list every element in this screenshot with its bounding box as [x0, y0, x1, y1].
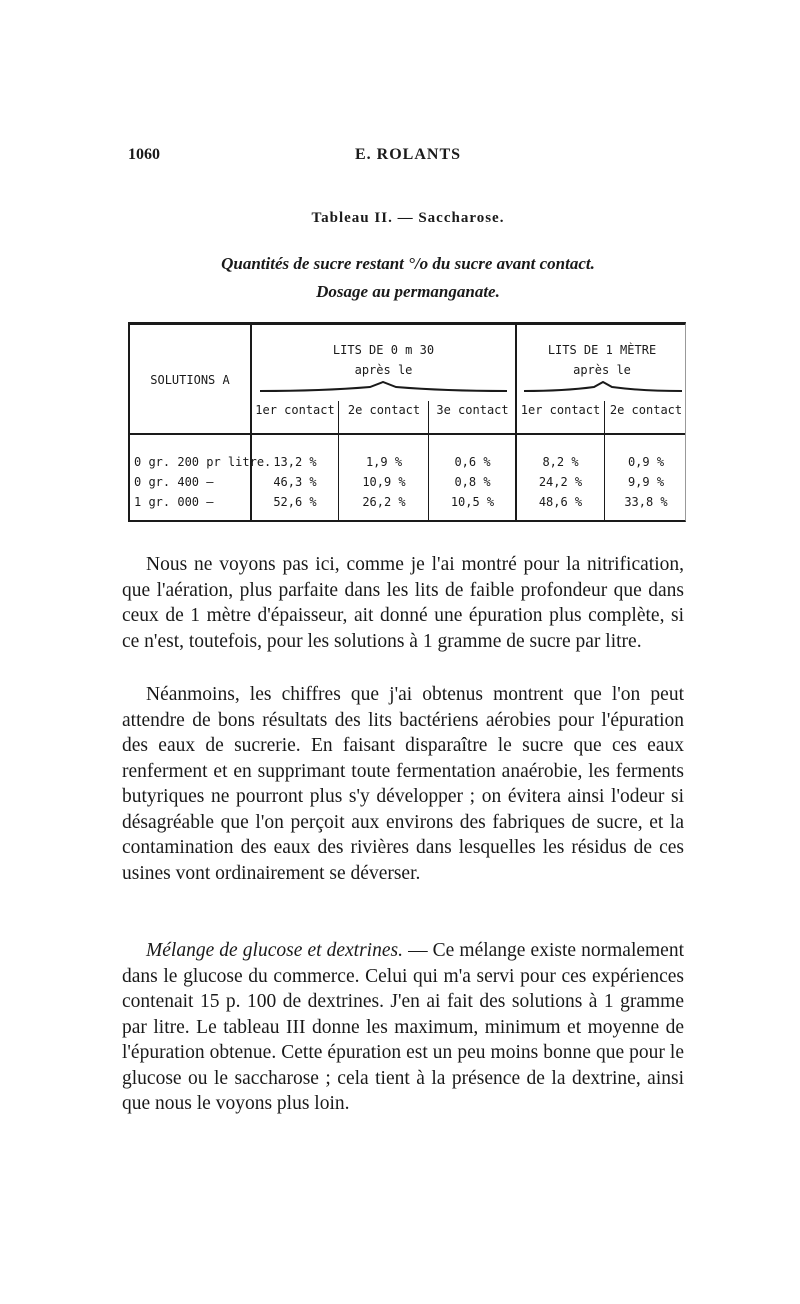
table-cell: 24,2 % [538, 475, 583, 489]
page-header [128, 146, 688, 170]
table-cell: 13,2 % [273, 455, 317, 469]
section-lead: Mélange de glucose et dextrines. [146, 940, 403, 961]
group1-brace [260, 381, 507, 391]
table-cell: 10,9 % [362, 475, 406, 489]
group2-brace [524, 381, 682, 391]
row-label: 1 gr. 000 — [134, 495, 214, 509]
table-cell: 9,9 % [627, 475, 665, 489]
page-number: 1060 [128, 146, 160, 163]
table-cell: 0,8 % [454, 475, 491, 489]
paragraph-body: — Ce mélange existe normalement dans le glucose du commerce. Celui qui m'a servi pour ces expériences contenait 15 p. 100 de dextrines. J'en ai fait des solutions à 1 gramme par litre. Le tableau III donne les maximum, minimum et moyenne de l'épuration obtenue. Cette épuration est un peu moins bonne que pour le glucose ou le saccharose ; cela tient à la présence de la dextrine, ainsi que nous le voyons plus loin. [122, 940, 685, 1114]
table-cell: 0,9 % [627, 455, 665, 469]
column-header: 1er contact [255, 403, 335, 417]
column-divider [604, 401, 605, 520]
table-cell: 33,8 % [624, 495, 668, 509]
table-caption: Quantités de sucre restant °/o du sucre avant contact. [221, 254, 595, 273]
table-caption-method: Dosage au permanganate. [316, 282, 500, 301]
table-cell: 52,6 % [273, 495, 317, 509]
column-divider [338, 401, 339, 520]
table-cell: 48,6 % [538, 495, 583, 509]
paragraph-results: Néanmoins, les chiffres que j'ai obtenus montrent que l'on peut attendre de bons résultats des lits bactériens aérobies pour l'épuration des eaux de sucrerie. En faisant disparaître le sucre que ces eaux renferment et en supprimant toute fermentation anaérobie, les ferments butyriques ne pourront plus s'y développer ; on évitera ainsi l'odeur si désagréable que l'on perçoit aux environs des fabriques de sucre, et la contamination des eaux des rivières dans lesquelles les résidus de ces usines vont ordinairement se déverser. [122, 684, 684, 884]
table-cell: 10,5 % [450, 495, 495, 509]
group2-subtitle: après le [573, 363, 631, 377]
table-cell: 8,2 % [542, 455, 579, 469]
column-header: 2e contact [609, 403, 683, 417]
saccharose-table [128, 322, 686, 522]
table-cell: 46,3 % [273, 475, 317, 489]
column-divider [428, 401, 429, 520]
column-header: 3e contact [436, 403, 509, 417]
column-header: 2e contact [347, 403, 421, 417]
running-head: E. ROLANTS [354, 146, 462, 163]
table-title: Tableau II. — Saccharose. [311, 210, 505, 226]
column-header: 1er contact [520, 403, 601, 417]
row-label: 0 gr. 400 — [134, 475, 214, 489]
row-header: SOLUTIONS A [150, 373, 230, 387]
header-rule [130, 433, 685, 435]
paragraph-glucose-dextrines [122, 938, 684, 1117]
table-cell: 26,2 % [362, 495, 406, 509]
paragraph-nitrification: Nous ne voyons pas ici, comme je l'ai montré pour la nitrification, que l'aération, plus parfaite dans les lits de faible profondeur que dans ceux de 1 mètre d'épaisseur, ait donné une épuration plus complète, si ce n'est, toutefois, pour les solutions à 1 gramme de sucre par litre. [122, 554, 684, 652]
group2-title: LITS DE 1 MÈTRE [547, 343, 657, 357]
table-cell: 0,6 % [454, 455, 491, 469]
group1-title: LITS DE 0 m 30 [332, 343, 435, 357]
row-label: 0 gr. 200 pr litre. [134, 455, 272, 469]
group1-subtitle: après le [354, 363, 413, 377]
table-cell: 1,9 % [365, 455, 403, 469]
